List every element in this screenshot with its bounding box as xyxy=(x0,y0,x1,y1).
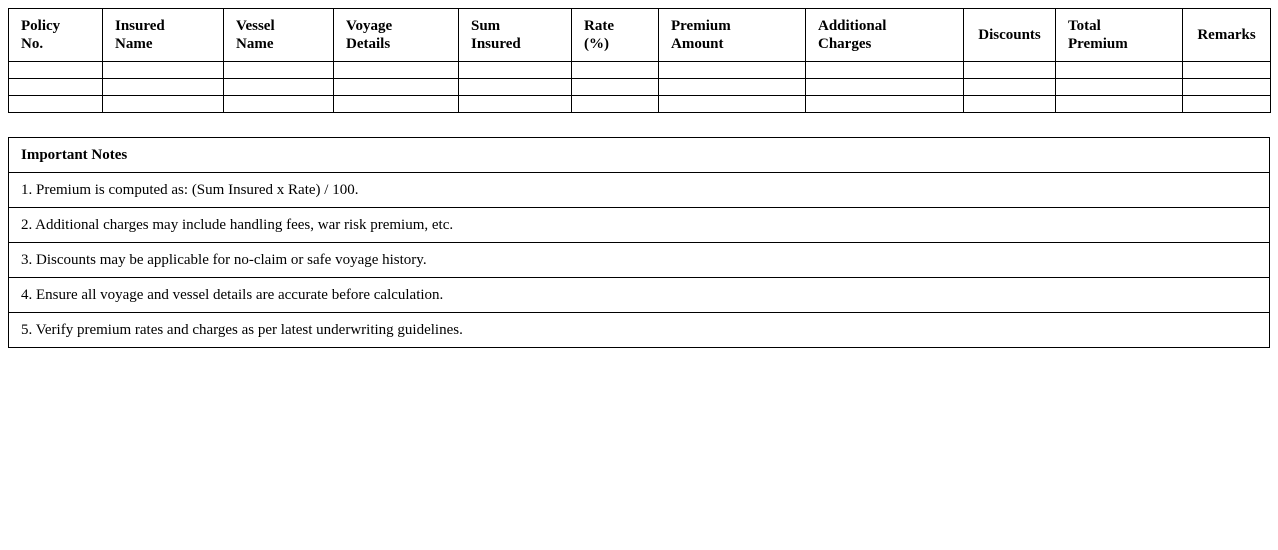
table-cell[interactable] xyxy=(572,79,659,96)
table-cell[interactable] xyxy=(103,79,224,96)
table-cell[interactable] xyxy=(9,62,103,79)
column-header-text: Voyage xyxy=(346,18,393,34)
table-row xyxy=(9,62,1271,79)
table-cell[interactable] xyxy=(964,96,1056,113)
notes-header-row xyxy=(9,138,1270,173)
column-header-text: Premium xyxy=(1068,36,1128,52)
column-header-text: Policy xyxy=(21,18,61,34)
column-header-text: Charges xyxy=(818,36,872,52)
column-header xyxy=(572,9,659,62)
note-row xyxy=(9,278,1270,313)
table-cell[interactable] xyxy=(224,96,334,113)
table-cell[interactable] xyxy=(9,96,103,113)
column-header xyxy=(806,9,964,62)
note-row xyxy=(9,313,1270,348)
column-header xyxy=(659,9,806,62)
column-header-text: Name xyxy=(115,36,153,52)
table-cell[interactable] xyxy=(334,96,459,113)
column-header-text: Additional xyxy=(818,18,887,34)
table-cell[interactable] xyxy=(572,62,659,79)
column-header xyxy=(224,9,334,62)
table-cell[interactable] xyxy=(572,96,659,113)
table-cell[interactable] xyxy=(1056,79,1183,96)
table-row xyxy=(9,79,1271,96)
column-header xyxy=(1183,9,1271,62)
note-text: 1. Premium is computed as: (Sum Insured x Rate) / 100. xyxy=(9,173,1270,208)
note-text: 3. Discounts may be applicable for no-claim or safe voyage history. xyxy=(9,243,1270,278)
note-text: 5. Verify premium rates and charges as per latest underwriting guidelines. xyxy=(9,313,1270,348)
table-cell[interactable] xyxy=(1056,62,1183,79)
table-cell[interactable] xyxy=(459,96,572,113)
table-cell[interactable] xyxy=(964,79,1056,96)
table-cell[interactable] xyxy=(334,62,459,79)
column-header-text: Insured xyxy=(471,36,521,52)
table-cell[interactable] xyxy=(659,96,806,113)
table-cell[interactable] xyxy=(1183,79,1271,96)
column-header-text: Name xyxy=(236,36,274,52)
column-header-text: Total xyxy=(1068,18,1101,34)
table-cell[interactable] xyxy=(224,62,334,79)
table-cell[interactable] xyxy=(103,96,224,113)
note-row xyxy=(9,208,1270,243)
column-header-text: Premium xyxy=(671,18,731,34)
table-cell[interactable] xyxy=(334,79,459,96)
notes-title: Important Notes xyxy=(9,138,1270,173)
column-header-text: Discounts xyxy=(978,27,1041,43)
column-header-text: No. xyxy=(21,36,44,52)
table-cell[interactable] xyxy=(806,96,964,113)
premium-table xyxy=(8,8,1271,113)
table-cell[interactable] xyxy=(1183,62,1271,79)
column-header xyxy=(103,9,224,62)
note-row xyxy=(9,173,1270,208)
table-cell[interactable] xyxy=(806,62,964,79)
note-text: 4. Ensure all voyage and vessel details are accurate before calculation. xyxy=(9,278,1270,313)
column-header-text: Details xyxy=(346,36,391,52)
table-cell[interactable] xyxy=(1183,96,1271,113)
table-cell[interactable] xyxy=(1056,96,1183,113)
column-header-text: Vessel xyxy=(236,18,275,34)
column-header-text: Amount xyxy=(671,36,724,52)
column-header xyxy=(1056,9,1183,62)
table-cell[interactable] xyxy=(964,62,1056,79)
table-cell[interactable] xyxy=(806,79,964,96)
table-row xyxy=(9,96,1271,113)
column-header-text: Rate xyxy=(584,18,614,34)
column-header xyxy=(334,9,459,62)
column-header xyxy=(9,9,103,62)
column-header-text: (%) xyxy=(584,36,609,52)
note-text: 2. Additional charges may include handling fees, war risk premium, etc. xyxy=(9,208,1270,243)
table-header-row xyxy=(9,9,1271,62)
column-header-text: Insured xyxy=(115,18,165,34)
table-cell[interactable] xyxy=(224,79,334,96)
important-notes-table xyxy=(8,137,1270,348)
column-header-text: Sum xyxy=(471,18,501,34)
table-cell[interactable] xyxy=(103,62,224,79)
table-cell[interactable] xyxy=(659,62,806,79)
table-cell[interactable] xyxy=(459,79,572,96)
table-cell[interactable] xyxy=(659,79,806,96)
table-cell[interactable] xyxy=(459,62,572,79)
note-row xyxy=(9,243,1270,278)
table-cell[interactable] xyxy=(9,79,103,96)
column-header xyxy=(964,9,1056,62)
column-header xyxy=(459,9,572,62)
column-header-text: Remarks xyxy=(1197,27,1256,43)
